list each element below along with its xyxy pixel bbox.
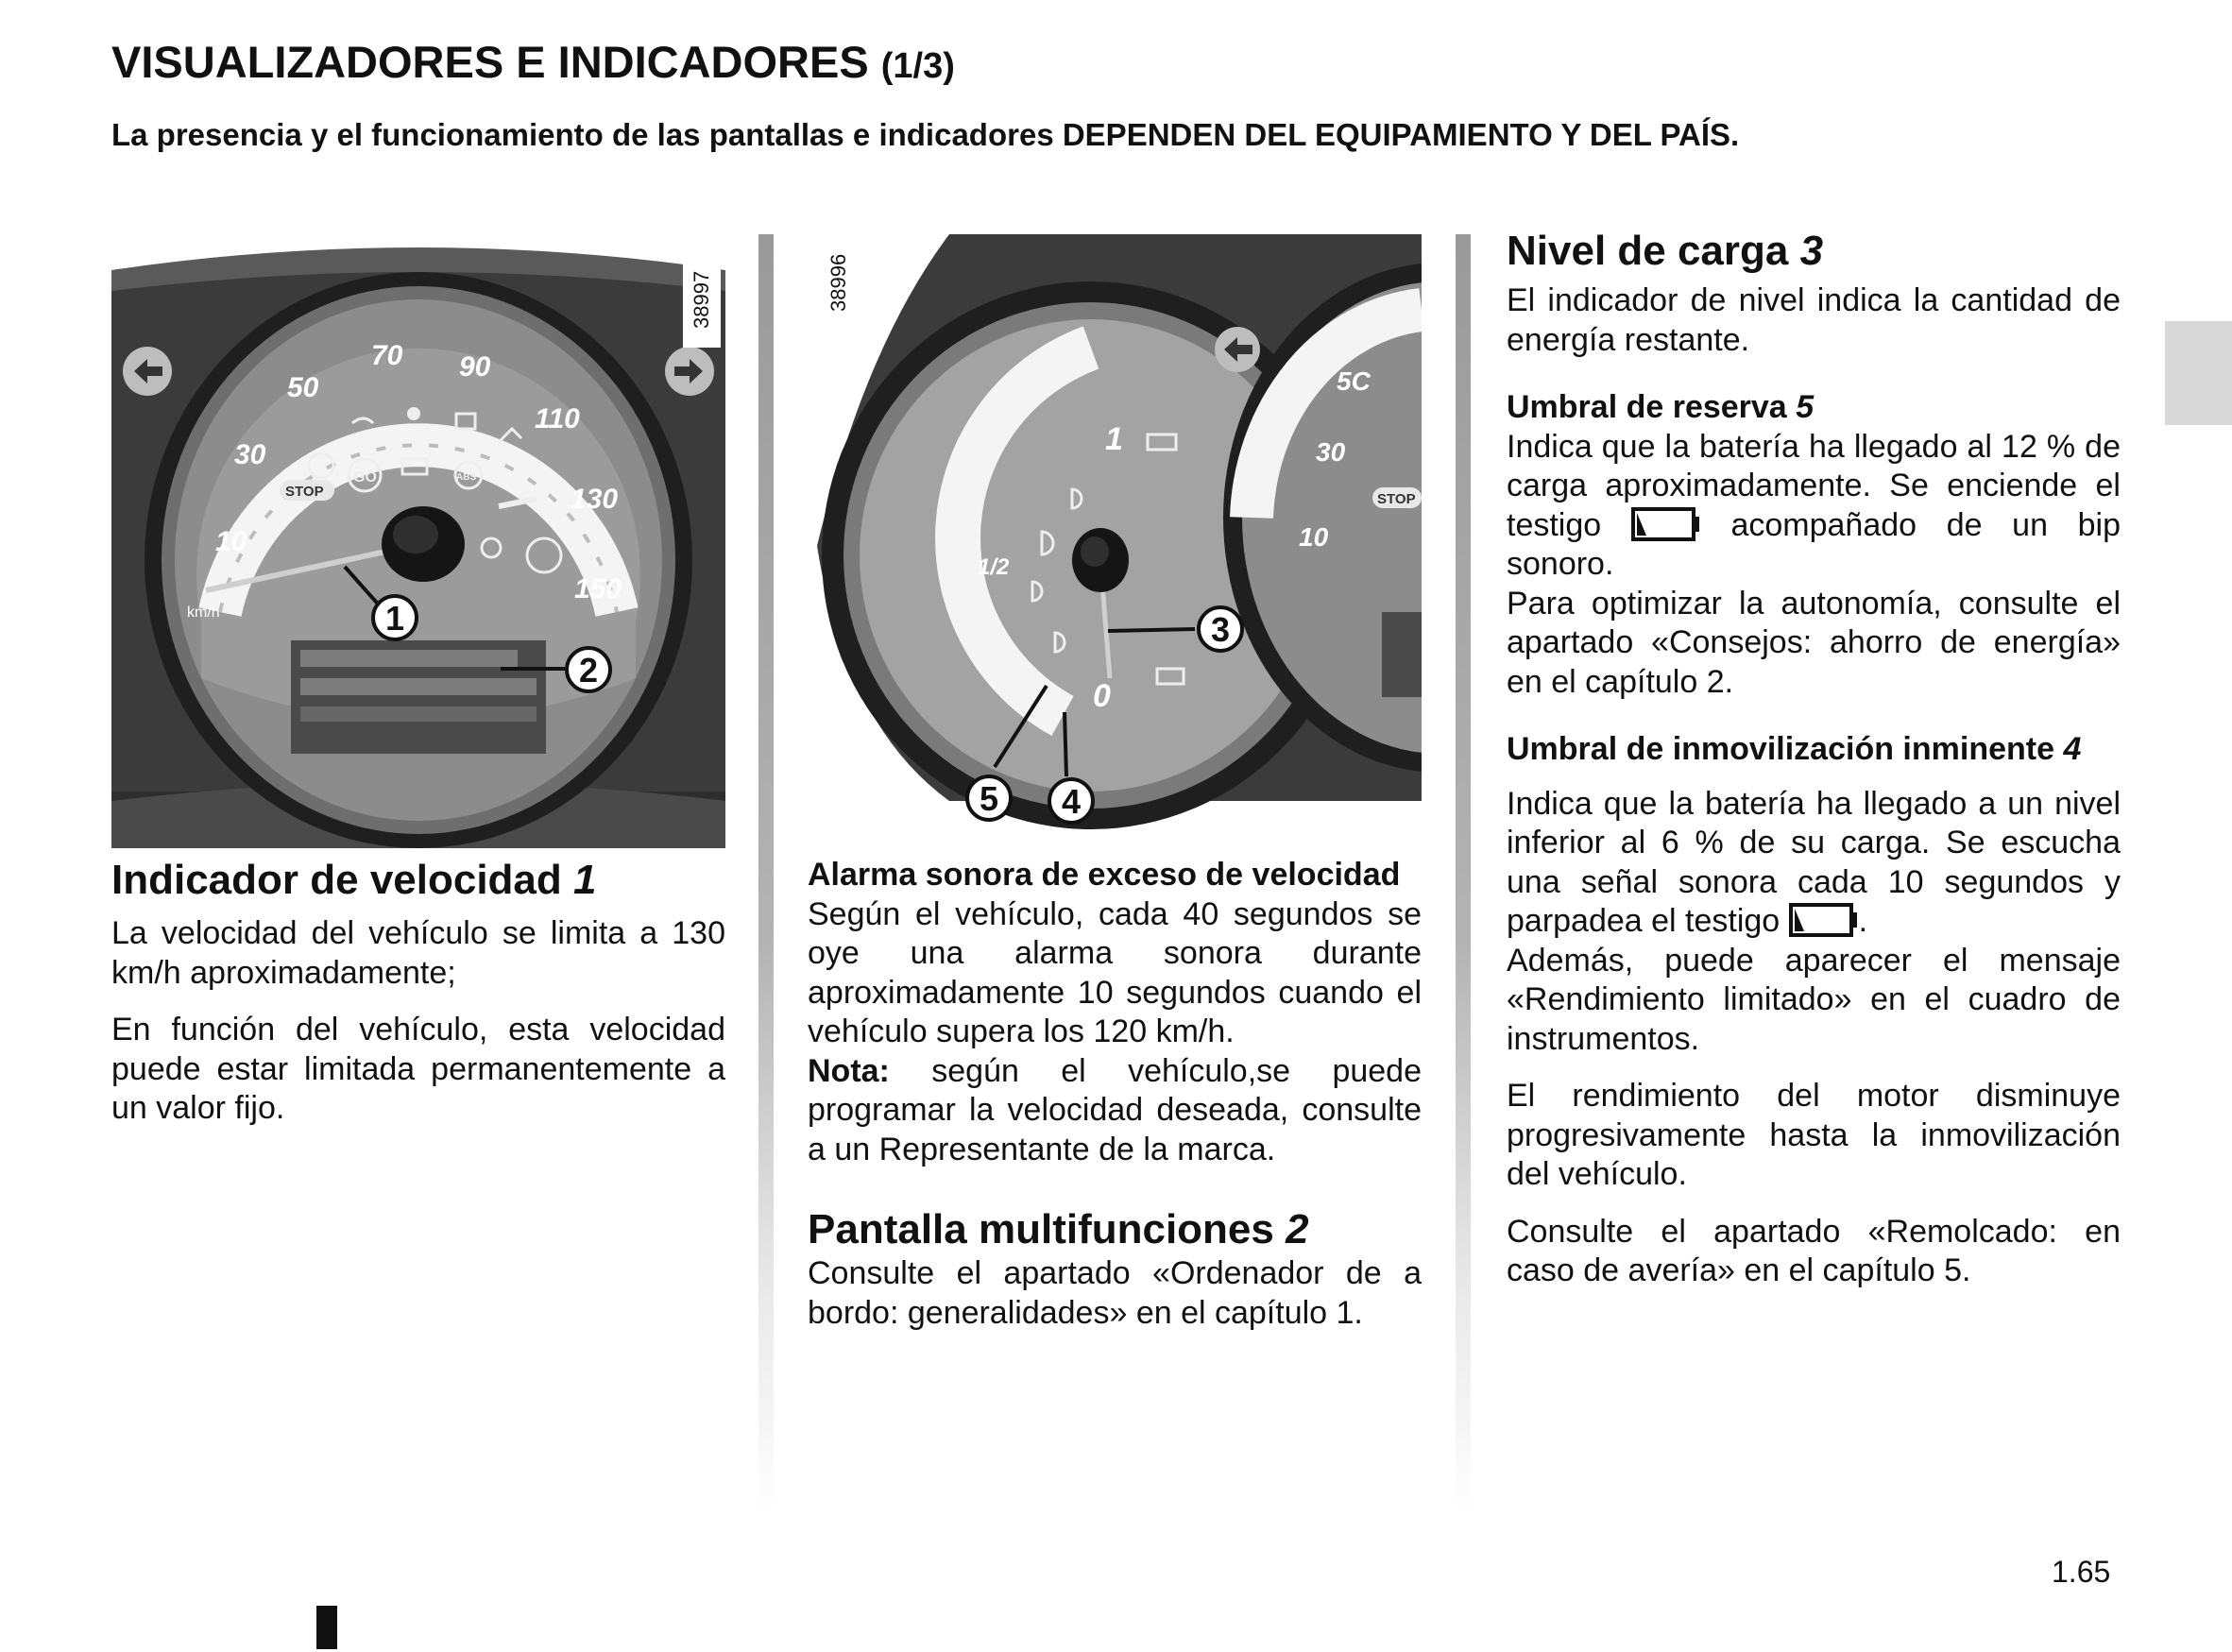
multifunction-heading-text: Pantalla multifunciones bbox=[808, 1206, 1274, 1252]
figure-number-2: 38996 bbox=[826, 253, 850, 312]
immobilization-text-a: Indica que la batería ha llegado a un nivel inferior al 6 % de su carga. Se escucha una señal sonora cada 10 segundos y parpadea el testigo bbox=[1507, 785, 2121, 939]
callout-2-label: 2 bbox=[578, 651, 599, 690]
charge-level-heading-num: 3 bbox=[1799, 228, 1824, 274]
immobilization-heading-text: Umbral de inmovilización inminente bbox=[1507, 731, 2054, 767]
speed-label-150: 150 bbox=[574, 573, 622, 605]
limited-performance-text: Además, puede aparecer el mensaje «Rendimiento limitado» en el cuadro de instrumentos. bbox=[1507, 942, 2121, 1057]
multifunction-heading bbox=[808, 1205, 1422, 1254]
charge-gauge-figure bbox=[808, 234, 1422, 848]
page-title-text: VISUALIZADORES E INDICADORES bbox=[111, 37, 869, 87]
immobilization-text-b: . bbox=[1858, 903, 1868, 939]
speedometer-illustration bbox=[111, 234, 725, 848]
column-divider-1 bbox=[758, 234, 774, 1519]
speed-indicator-heading-num: 1 bbox=[573, 857, 597, 903]
speed-label-50: 50 bbox=[287, 372, 319, 403]
stop-badge-2-label: STOP bbox=[1377, 491, 1416, 507]
callout-3-label: 3 bbox=[1210, 610, 1231, 649]
speed-alarm-text: Según el vehículo, cada 40 segundos se oye una alarma sonora durante aproximadamente 10 segundos cuando el vehículo supera los 120 km/h. bbox=[808, 895, 1422, 1049]
charge-level-intro: El indicador de nivel indica la cantidad de energía restante. bbox=[1507, 282, 2121, 358]
callout-5-label: 5 bbox=[979, 779, 999, 818]
speed-limit-text: La velocidad del vehículo se limita a 130 km/h aproximadamente; bbox=[111, 915, 725, 991]
multifunction-heading-num: 2 bbox=[1286, 1206, 1309, 1252]
speed-alarm-heading: Alarma sonora de exceso de velocidad bbox=[808, 857, 1401, 893]
page-number: 1.65 bbox=[2052, 1555, 2111, 1589]
battery-flashing-icon bbox=[1789, 903, 1859, 937]
page-edge-mark bbox=[316, 1606, 337, 1649]
note-label: Nota: bbox=[808, 1052, 890, 1089]
charge-scale-half: 1/2 bbox=[978, 554, 1010, 580]
chapter-tab bbox=[2165, 321, 2232, 425]
charge-level-heading-text: Nivel de carga bbox=[1507, 228, 1789, 274]
speed-label-10: 10 bbox=[215, 526, 247, 557]
power-decrease-text: El rendimiento del motor disminuye progresivamente hasta la inmovilización del vehículo. bbox=[1507, 1078, 2121, 1192]
page-title-suffix: (1/3) bbox=[880, 46, 955, 86]
charge-level-heading bbox=[1507, 227, 2121, 276]
towing-text: Consulte el apartado «Remolcado: en caso de avería» en el capítulo 5. bbox=[1507, 1213, 2121, 1288]
svg-text:5C: 5C bbox=[1337, 366, 1371, 396]
callout-4-label: 4 bbox=[1061, 782, 1082, 821]
column-divider-2 bbox=[1456, 234, 1471, 1519]
note-text: según el vehículo,se puede programar la velocidad deseada, consulte a un Representante de la marca. bbox=[808, 1052, 1422, 1167]
speed-indicator-heading bbox=[111, 856, 725, 905]
reserve-heading bbox=[1507, 388, 2121, 428]
right-column bbox=[1507, 227, 2121, 1291]
charge-scale-empty: 0 bbox=[1093, 678, 1111, 714]
battery-warning-icon bbox=[1631, 507, 1701, 541]
charge-gauge-illustration bbox=[808, 234, 1422, 848]
multifunction-text: Consulte el apartado «Ordenador de a bordo: generalidades» en el capítulo 1. bbox=[808, 1255, 1422, 1331]
immobilization-heading-num: 4 bbox=[2063, 731, 2082, 767]
immobilization-text bbox=[1507, 785, 2121, 942]
reserve-advice: Para optimizar la autonomía, consulte el apartado «Consejos: ahorro de energía» en el capítulo 2. bbox=[1507, 585, 2121, 700]
go-lamp-label: GO bbox=[353, 469, 377, 485]
speed-fixed-text: En función del vehículo, esta velocidad puede estar limitada permanentemente a un valor fijo. bbox=[111, 1012, 725, 1126]
speed-label-110: 110 bbox=[535, 403, 580, 434]
speed-unit-label: km/h bbox=[187, 605, 220, 621]
speed-label-70: 70 bbox=[371, 340, 403, 371]
page-subtitle: La presencia y el funcionamiento de las pantallas e indicadores DEPENDEN DEL EQUIPAMIENTO Y DEL PAÍS. bbox=[111, 117, 1740, 152]
page-title bbox=[111, 36, 955, 88]
speed-label-90: 90 bbox=[459, 351, 491, 383]
speedometer-figure bbox=[111, 234, 725, 848]
speed-indicator-heading-text: Indicador de velocidad bbox=[111, 857, 562, 903]
speed-label-30: 30 bbox=[234, 439, 266, 470]
speed-note bbox=[808, 1052, 1422, 1170]
stop-badge-label: STOP bbox=[285, 484, 324, 500]
figure-number-1: 38997 bbox=[690, 270, 713, 329]
airbag-lamp-icon bbox=[407, 407, 420, 420]
reserve-text-a: Indica que la batería ha llegado al 12 % de carga aproximadamente. Se enciende el testigo bbox=[1507, 428, 2121, 543]
svg-text:30: 30 bbox=[1316, 437, 1346, 467]
reserve-text bbox=[1507, 428, 2121, 585]
reserve-text-b: acompañado de un bip sonoro. bbox=[1507, 506, 2121, 582]
middle-column bbox=[808, 856, 1422, 1333]
charge-scale-full: 1 bbox=[1105, 421, 1123, 457]
reserve-heading-num: 5 bbox=[1796, 389, 1815, 425]
speed-label-130: 130 bbox=[571, 484, 619, 515]
abs-lamp-label: ABS bbox=[456, 472, 477, 483]
reserve-heading-text: Umbral de reserva bbox=[1507, 389, 1787, 425]
left-column bbox=[111, 856, 725, 1129]
immobilization-heading bbox=[1507, 730, 2121, 770]
callout-1-label: 1 bbox=[384, 599, 405, 638]
svg-text:10: 10 bbox=[1299, 522, 1329, 552]
